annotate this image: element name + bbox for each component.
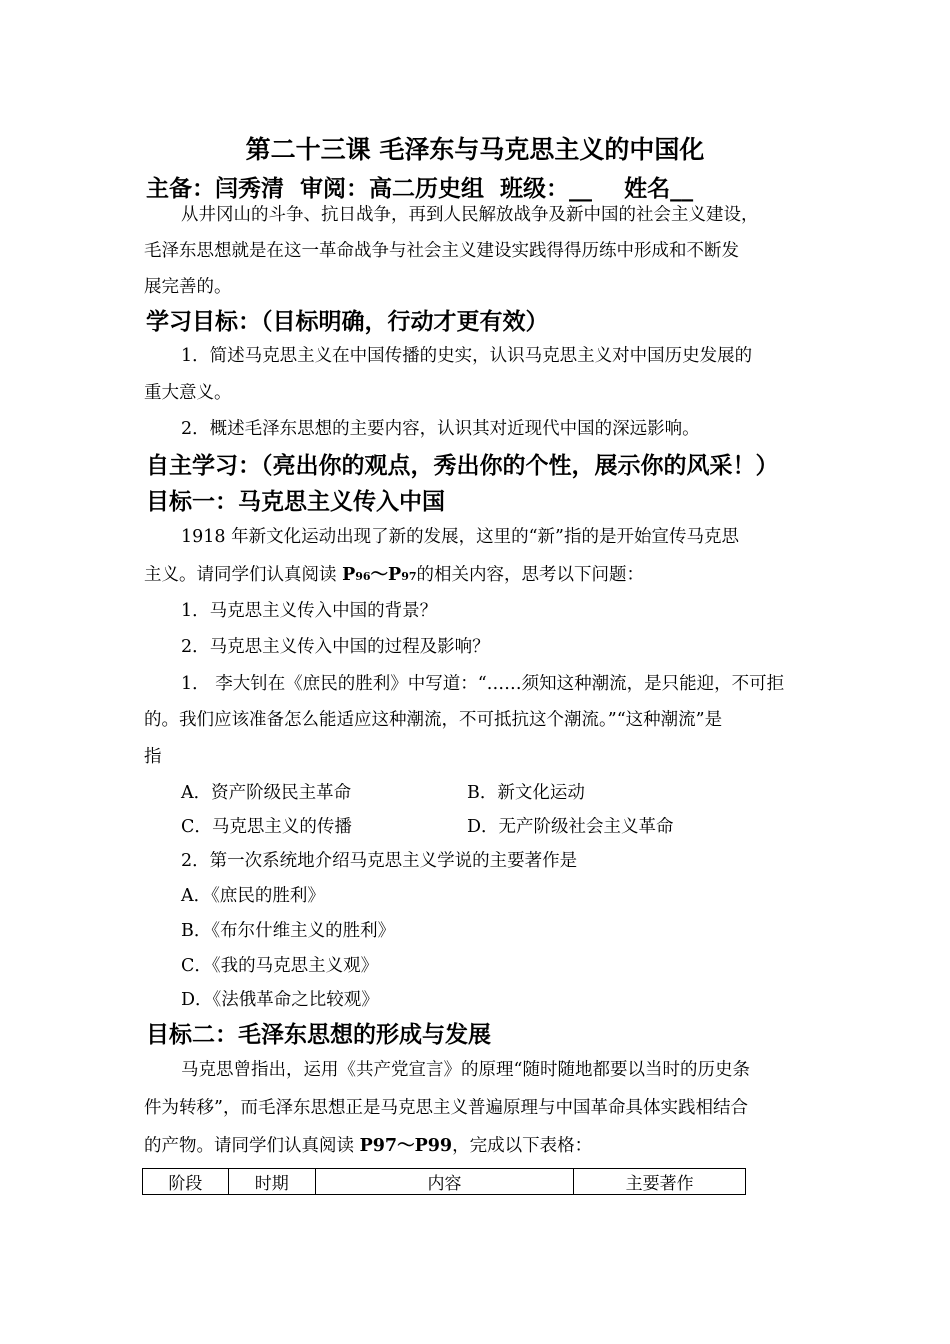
banji-label: 班级：	[500, 175, 570, 202]
zhubei-value: 闫秀清	[215, 175, 284, 202]
question-item: 1．马克思主义传入中国的背景？	[181, 601, 438, 621]
stage-table	[142, 1168, 746, 1195]
target2-text: 马克思曾指出，运用《共产党宣言》的原理“随时随地都要以当时的历史条	[181, 1060, 750, 1080]
shenyue-label: 审阅：	[300, 175, 370, 202]
q1-text: 的。我们应该准备怎么能适应这种潮流，不可抵抗这个潮流。”“这种潮流”是	[144, 710, 723, 730]
page-ref-tilde: ～	[370, 565, 389, 585]
intro-line: 从井冈山的斗争、抗日战争，再到人民解放战争及新中国的社会主义建设，	[181, 205, 759, 225]
text-segment: 的产物。请同学们认真阅读	[144, 1136, 360, 1156]
page-ref-start-num: 96	[355, 570, 371, 583]
page-ref-end-num: 97	[401, 570, 417, 583]
table-header-row	[143, 1169, 746, 1195]
q2-option-b: B．《布尔什维主义的胜利》	[181, 921, 396, 941]
table-header-cell: 内容	[315, 1169, 574, 1195]
target1-text	[144, 560, 644, 592]
intro-line: 展完善的。	[144, 277, 232, 297]
xingming-blank: __	[670, 175, 694, 202]
q1-option-d: D．无产阶级社会主义革命	[467, 817, 674, 837]
q1-option-c: C．马克思主义的传播	[181, 817, 352, 837]
q1-text: 指	[144, 747, 162, 767]
table-header-cell: 主要著作	[574, 1169, 746, 1195]
table-header-cell: 时期	[228, 1169, 315, 1195]
target1-text: 1918 年新文化运动出现了新的发展，这里的“新”指的是开始宣传马克思	[181, 527, 739, 547]
text-segment: 主义。请同学们认真阅读	[144, 565, 343, 585]
page-ref: P97～P99	[359, 1136, 453, 1156]
text-segment: 的相关内容，思考以下问题：	[416, 565, 645, 585]
text-segment: ，完成以下表格：	[452, 1136, 593, 1156]
page-ref-start: P	[342, 565, 356, 585]
question-item: 2．马克思主义传入中国的过程及影响？	[181, 637, 490, 657]
q2-option-c: C．《我的马克思主义观》	[181, 956, 379, 976]
target1-heading: 目标一：马克思主义传入中国	[146, 488, 445, 515]
page-ref-end: P	[388, 565, 402, 585]
q1-text: 1． 李大钊在《庶民的胜利》中写道：“……须知这种潮流，是只能迎，不可拒	[181, 674, 785, 694]
q2-text: 2．第一次系统地介绍马克思主义学说的主要著作是	[181, 851, 578, 871]
target2-heading: 目标二：毛泽东思想的形成与发展	[146, 1021, 491, 1048]
xingming-label: 姓名	[624, 175, 671, 202]
q1-option-b: B．新文化运动	[467, 783, 585, 803]
table-header-cell: 阶段	[143, 1169, 229, 1195]
self-study-heading: 自主学习：（亮出你的观点，秀出你的个性，展示你的风采！）	[146, 452, 779, 479]
goal-line: 重大意义。	[144, 383, 232, 403]
goal-line: 2．概述毛泽东思想的主要内容，认识其对近现代中国的深远影响。	[181, 419, 700, 439]
q2-option-d: D．《法俄革命之比较观》	[181, 990, 379, 1010]
q2-option-a: A．《庶民的胜利》	[181, 886, 325, 906]
goal-line: 1．简述马克思主义在中国传播的史实，认识马克思主义对中国历史发展的	[181, 346, 753, 366]
q1-option-a: A．资产阶级民主革命	[181, 783, 352, 803]
target2-text: 件为转移”，而毛泽东思想正是马克思主义普遍原理与中国革命具体实践相结合	[144, 1098, 748, 1118]
intro-line: 毛泽东思想就是在这一革命战争与社会主义建设实践得得历练中形成和不断发	[144, 241, 739, 261]
target2-text	[144, 1131, 592, 1161]
zhubei-label: 主备：	[146, 175, 215, 202]
banji-blank: __	[569, 175, 593, 202]
goals-heading: 学习目标：（目标明确，行动才更有效）	[146, 308, 549, 335]
lesson-title: 第二十三课 毛泽东与马克思主义的中国化	[245, 135, 705, 164]
shenyue-value: 高二历史组	[369, 175, 485, 202]
